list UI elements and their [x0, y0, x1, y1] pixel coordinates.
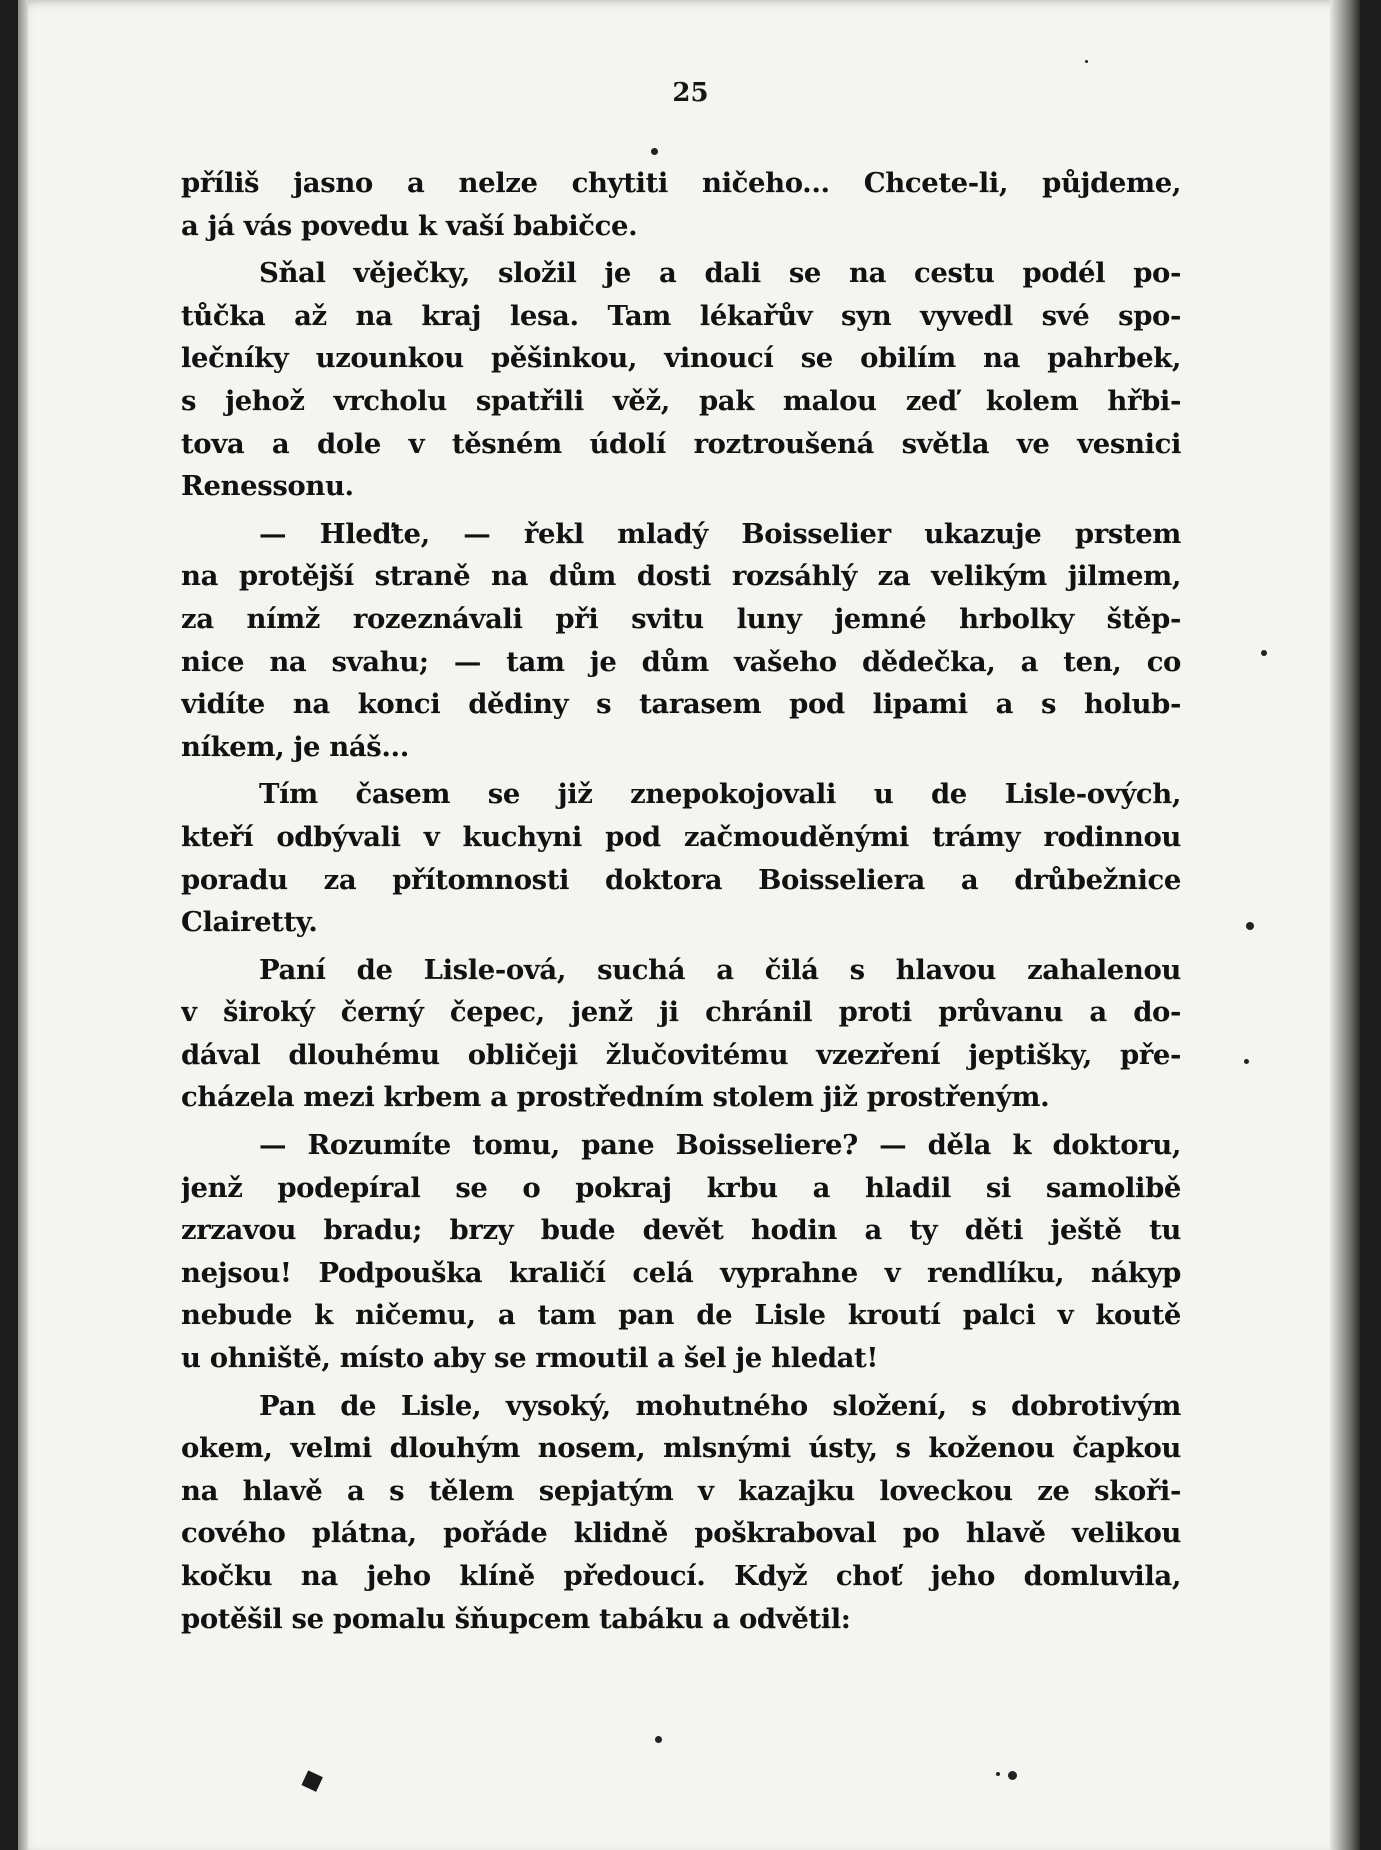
- text-line: za nímž rozeznávali při svitu luny jemné hrbolky štěp-: [181, 602, 1181, 635]
- text-line: nebude k ničemu, a tam pan de Lisle kroutí palci v koutě: [181, 1299, 1181, 1332]
- text-line: na hlavě a s tělem sepjatým v kazajku loveckou ze skoři-: [181, 1474, 1181, 1507]
- text-line: u ohniště, místo aby se rmoutil a šel je hledat!: [181, 1342, 879, 1375]
- text-line: — Hleďte, — řekl mladý Boisselier ukazuje prstem: [259, 517, 1181, 550]
- speck-mark: [1085, 60, 1088, 63]
- text-line: Tím časem se již znepokojovali u de Lisle-ových,: [259, 778, 1181, 811]
- text-line: Pan de Lisle, vysoký, mohutného složení, s dobrotivým: [259, 1389, 1181, 1422]
- text-line: okem, velmi dlouhým nosem, mlsnými ústy, s koženou čapkou: [181, 1432, 1181, 1465]
- paragraph: [181, 773, 1181, 943]
- text-line: kočku na jeho klíně předoucí. Když choť jeho domluvila,: [181, 1560, 1181, 1592]
- text-line: — Rozumíte tomu, pane Boisseliere? — děla k doktoru,: [259, 1129, 1181, 1162]
- page-number: 25: [672, 78, 709, 108]
- text-line: jenž podepíral se o pokraj krbu a hladil si samolibě: [181, 1171, 1181, 1204]
- text-line: vidíte na konci dědiny s tarasem pod lipami a s holub-: [181, 688, 1181, 721]
- text-line: poradu za přítomnosti doktora Boisseliera a drůbežnice: [181, 863, 1181, 896]
- paragraph: [181, 949, 1181, 1119]
- text-line: nejsou! Podpouška kraličí celá vyprahne v rendlíku, nákyp: [181, 1256, 1181, 1289]
- body-text: [181, 162, 1181, 1645]
- text-line: příliš jasno a nelze chytiti ničeho... Chcete-li, půjdeme,: [181, 167, 1181, 199]
- paragraph: [181, 513, 1181, 769]
- speck-mark: [1008, 1771, 1017, 1780]
- text-line: cházela mezi krbem a prostředním stolem již prostřeným.: [181, 1081, 1050, 1114]
- text-line: dával dlouhému obličeji žlučovitému vzezření jeptišky, pře-: [181, 1038, 1181, 1071]
- speck-mark: [1244, 1059, 1249, 1064]
- speck-mark: [651, 148, 658, 155]
- text-line: Sňal věječky, složil je a dali se na cestu podél po-: [259, 257, 1181, 290]
- speck-mark: [1246, 922, 1254, 930]
- paragraph: [181, 1385, 1181, 1641]
- paragraph: [181, 252, 1181, 508]
- page-left-shadow: [18, 0, 28, 1850]
- speck-mark: [655, 1736, 662, 1743]
- text-line: Renessonu.: [181, 470, 354, 503]
- paragraph: [181, 1124, 1181, 1380]
- text-line: s jehož vrcholu spatřili věž, pak malou zeď kolem hřbi-: [181, 384, 1181, 417]
- text-line: potěšil se pomalu šňupcem tabáku a odvětil:: [181, 1602, 851, 1635]
- text-line: zrzavou bradu; brzy bude devět hodin a ty děti ještě tu: [181, 1214, 1181, 1247]
- text-line: níkem, je náš...: [181, 730, 409, 763]
- text-line: lečníky uzounkou pěšinkou, vinoucí se obilím na pahrbek,: [181, 342, 1181, 375]
- speck-mark: [996, 1772, 1000, 1776]
- text-line: tůčka až na kraj lesa. Tam lékařův syn vyvedl své spo-: [181, 299, 1181, 332]
- text-line: na protější straně na dům dosti rozsáhlý za velikým jilmem,: [181, 560, 1181, 593]
- page-right-edge: [1330, 0, 1360, 1850]
- text-line: kteří odbývali v kuchyni pod začmouděnými trámy rodinnou: [181, 820, 1181, 853]
- text-line: Paní de Lisle-ová, suchá a čilá s hlavou zahalenou: [259, 953, 1181, 986]
- paragraph: [181, 162, 1181, 247]
- speck-mark: [1261, 650, 1267, 656]
- text-line: tova a dole v těsném údolí roztroušená světla ve vesnici: [181, 427, 1181, 460]
- text-line: a já vás povedu k vaší babičce.: [181, 209, 638, 242]
- text-line: v široký černý čepec, jenž ji chránil proti průvanu a do-: [181, 996, 1181, 1029]
- text-line: cového plátna, pořáde klidně poškraboval po hlavě velikou: [181, 1517, 1181, 1550]
- text-line: Clairetty.: [181, 906, 318, 939]
- ink-blot-mark: ◆: [294, 1759, 329, 1800]
- text-line: nice na svahu; — tam je dům vašeho dědečka, a ten, co: [181, 645, 1181, 678]
